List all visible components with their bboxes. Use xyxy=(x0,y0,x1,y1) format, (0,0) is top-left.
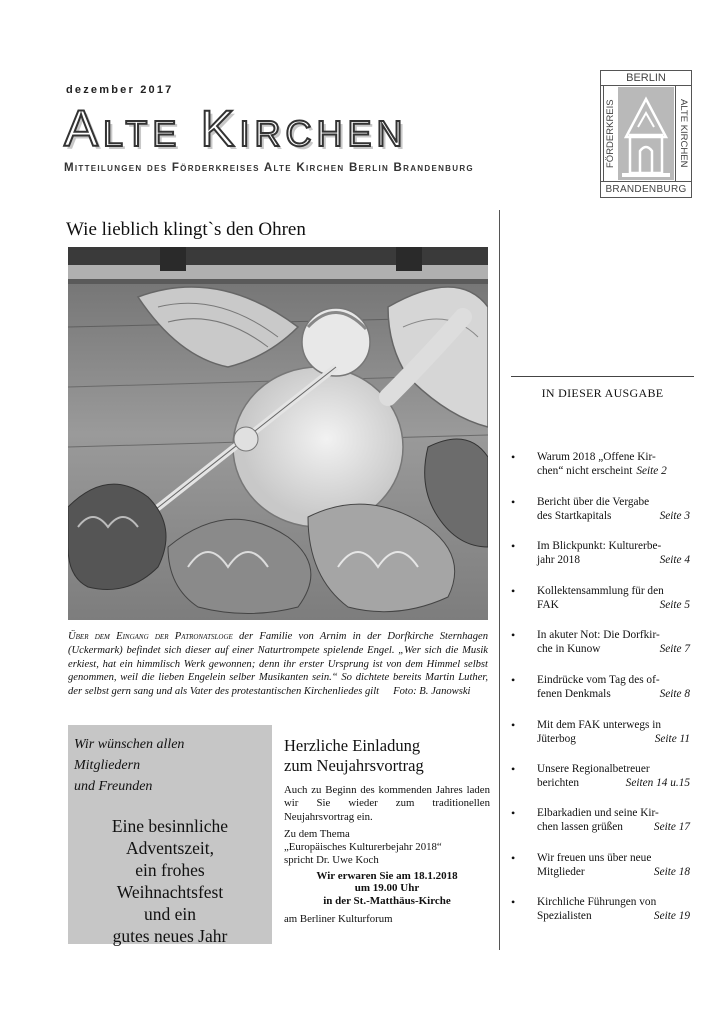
toc-page: Seite 5 xyxy=(659,598,690,611)
toc-page: Seite 7 xyxy=(659,642,690,655)
masthead-title: Alte Kirchen xyxy=(64,100,408,157)
toc-page: Seiten 14 u.15 xyxy=(625,776,690,789)
bullet-icon: • xyxy=(511,762,516,776)
toc-item-line: In akuter Not: Die Dorfkir- xyxy=(537,629,660,641)
invitation-body xyxy=(284,784,490,926)
bullet-icon: • xyxy=(511,628,516,642)
holiday-wish-line: ein frohes xyxy=(135,860,205,880)
logo-label-bottom: BRANDENBURG xyxy=(601,181,691,197)
holiday-wish-line: Weihnachtsfest xyxy=(116,882,224,902)
church-icon xyxy=(618,87,674,180)
holiday-wish-line: gutes neues Jahr xyxy=(112,926,228,946)
logo-label-top: BERLIN xyxy=(601,71,691,86)
holiday-wish-line: Adventszeit, xyxy=(126,838,214,858)
toc-page: Seite 2 xyxy=(636,464,667,477)
holiday-wish-line: und ein xyxy=(143,904,196,924)
caption-lead: Über dem Eingang der Patronatsloge xyxy=(68,631,233,642)
invitation-location: am Berliner Kulturforum xyxy=(284,912,393,925)
toc-item-line: berichten xyxy=(537,776,580,789)
bullet-icon: • xyxy=(511,673,516,687)
bullet-icon: • xyxy=(511,851,516,865)
invitation-title-line: Herzliche Einladung xyxy=(284,736,421,755)
greeting-line: Mitgliedern xyxy=(74,758,141,773)
toc-item-line: jahr 2018 xyxy=(537,553,580,566)
toc-rule xyxy=(511,376,694,377)
photo-caption xyxy=(68,630,488,699)
invitation-venue: in der St.-Matthäus-Kirche xyxy=(323,894,451,907)
invitation-date: Wir erwaren Sie am 18.1.2018 xyxy=(316,869,458,882)
invitation-title-line: zum Neujahrsvortrag xyxy=(284,756,424,775)
column-divider xyxy=(499,210,500,950)
invitation-article xyxy=(284,736,490,926)
invitation-speaker: spricht Dr. Uwe Koch xyxy=(284,854,379,867)
toc-page: Seite 17 xyxy=(653,820,690,833)
bullet-icon: • xyxy=(511,450,516,464)
lead-headline: Wie lieblich klingt`s den Ohren xyxy=(66,219,306,240)
logo-label-right: ALTE KIRCHEN xyxy=(675,85,690,182)
toc-item-line: FAK xyxy=(537,598,559,611)
invitation-title xyxy=(284,736,490,776)
greeting-line: Wir wünschen allen xyxy=(74,737,185,752)
toc-heading: IN DIESER AUSGABE xyxy=(541,386,664,400)
toc-item-line: Jüterbog xyxy=(537,732,576,745)
toc-item-line: Eindrücke vom Tag des of- xyxy=(537,674,660,686)
toc-page: Seite 3 xyxy=(659,509,690,522)
toc-item-line: fenen Denkmals xyxy=(537,687,611,700)
invitation-time: um 19.00 Uhr xyxy=(354,882,420,895)
invitation-date-block xyxy=(284,870,490,908)
invitation-paragraph: Auch zu Beginn des kommenden Jahres laden wir Sie wieder zum traditionellen Neujahrsvortrag ein. xyxy=(284,784,490,823)
greeting-line: und Freunden xyxy=(74,779,153,794)
foerderkreis-logo xyxy=(600,70,692,198)
bullet-icon: • xyxy=(511,718,516,732)
toc-item-line: Unsere Regionalbetreuer xyxy=(537,763,650,775)
bullet-icon: • xyxy=(511,895,516,909)
angel-photo xyxy=(68,247,488,620)
toc-item-line: Elbarkadien und seine Kir- xyxy=(537,807,659,819)
toc-item-line: Wir freuen uns über neue xyxy=(537,852,652,864)
holiday-wish-line: Eine besinnliche xyxy=(111,816,229,836)
toc-page: Seite 19 xyxy=(653,909,690,922)
toc-page: Seite 18 xyxy=(653,865,690,878)
bullet-icon: • xyxy=(511,495,516,509)
photo-credit: Foto: B. Janowski xyxy=(393,686,471,698)
toc-page: Seite 8 xyxy=(659,687,690,700)
toc-item-line: Spezialisten xyxy=(537,909,592,922)
bullet-icon: • xyxy=(511,539,516,553)
toc-item-line: Kollektensammlung für den xyxy=(537,585,664,597)
caption-body: der Familie von Arnim in der Dorfkirche Sternhagen (Uckermark) befindet sich dieser auf einer Naturtrompete spielende Engel. „Wer sich die Musik erkiest, hat ein himmlisch Werk gewonnen; denn ihr erster Ursprung ist von dem Himmel selbst genommen, weil die lieben Engelein selber Musikanten sein.“ So dichtete bereits Martin Luther, der selbst gern sang und als Vater des protestantischen Kirchenliedes gilt xyxy=(68,631,488,698)
greeting-box xyxy=(68,725,272,944)
toc-item-line: Im Blickpunkt: Kulturerbe- xyxy=(537,540,662,552)
invitation-paragraph: Zu dem Thema xyxy=(284,827,350,840)
toc-item-line: chen lassen grüßen xyxy=(537,820,623,833)
toc-item-line: Mitglieder xyxy=(537,865,585,878)
toc-item-line: Bericht über die Vergabe xyxy=(537,496,650,508)
toc-page: Seite 4 xyxy=(659,553,690,566)
toc-item-line: Kirchliche Führungen von xyxy=(537,896,657,908)
masthead-subtitle: Mitteilungen des Förderkreises Alte Kirchen Berlin Brandenburg xyxy=(64,162,474,174)
toc-item-line: chen“ nicht erscheint xyxy=(537,464,633,477)
invitation-topic: „Europäisches Kulturerbejahr 2018“ xyxy=(284,841,442,854)
toc-item-line: des Startkapitals xyxy=(537,509,612,522)
bullet-icon: • xyxy=(511,584,516,598)
toc-page: Seite 11 xyxy=(654,732,690,745)
toc-item-line: Mit dem FAK unterwegs in xyxy=(537,719,662,731)
toc-item-line: Warum 2018 „Offene Kir- xyxy=(537,451,656,463)
holiday-wish xyxy=(68,815,272,947)
bullet-icon: • xyxy=(511,806,516,820)
logo-label-left: FÖRDERKREIS xyxy=(603,85,618,182)
toc-item-line: che in Kunow xyxy=(537,642,601,655)
issue-date: dezember 2017 xyxy=(66,84,174,96)
